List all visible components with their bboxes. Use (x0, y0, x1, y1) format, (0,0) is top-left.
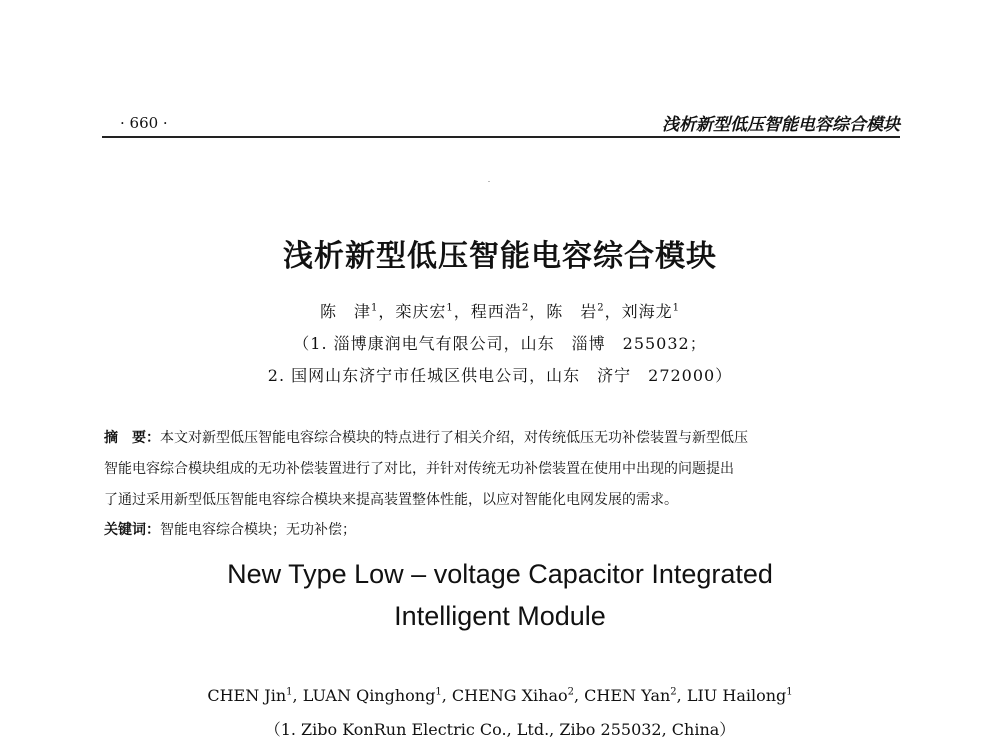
author-cn: 程西浩 (470, 302, 522, 321)
author-cn: 刘海龙 (621, 302, 673, 321)
author-affil-mark: 1 (286, 686, 293, 698)
paper-title-en-line2: Intelligent Module (394, 601, 606, 631)
author-en: LUAN Qinghong (302, 686, 436, 705)
author-affil-mark: 1 (672, 302, 680, 314)
author-affil-mark: 1 (435, 686, 442, 698)
authors-en: CHEN Jin$^1$, LUAN Qinghong$^1$, CHENG Xihao$^2$, CHEN Yan$^2$, LIU Hailong$^1$ (207, 686, 793, 705)
paper-title-cn: 浅析新型低压智能电容综合模块 (283, 239, 717, 274)
author-en: CHEN Jin (207, 686, 287, 705)
affiliation-en: （1. Zibo KonRun Electric Co., Ltd., Zibo 255032, China） (264, 720, 736, 739)
author-affil-mark: 2 (670, 686, 677, 698)
keywords-label: 关键词： (104, 522, 160, 538)
author-affil-mark: 1 (371, 302, 379, 314)
scan-speck (488, 181, 490, 182)
abstract-text: 本文对新型低压智能电容综合模块的特点进行了相关介绍，对传统低压无功补偿装置与新型低压 (160, 430, 748, 446)
author-affil-mark: 1 (786, 686, 793, 698)
page-number: · 660 · (120, 114, 168, 132)
running-head (102, 110, 900, 136)
abstract-line: 智能电容综合模块组成的无功补偿装置进行了对比，并针对传统无功补偿装置在使用中出现的问题提出 (104, 461, 734, 477)
header-rule (102, 136, 900, 138)
author-affil-mark: 2 (597, 302, 605, 314)
running-title: 浅析新型低压智能电容综合模块 (662, 115, 900, 135)
abstract-label: 摘 要： (104, 430, 160, 446)
authors-cn: 陈 津$^1$，栾庆宏$^1$，程西浩$^2$，陈 岩$^2$，刘海龙$^1$ (319, 302, 680, 321)
author-affil-mark: 2 (567, 686, 574, 698)
keywords-text: 智能电容综合模块；无功补偿； (160, 522, 356, 538)
abstract (104, 423, 902, 516)
affiliation-cn-line2: 2. 国网山东济宁市任城区供电公司，山东 济宁 272000） (267, 366, 733, 385)
author-cn: 陈 津 (319, 302, 371, 321)
keywords (104, 519, 356, 539)
author-cn: 栾庆宏 (395, 302, 447, 321)
abstract-line (104, 423, 902, 454)
author-en: CHEN Yan (584, 686, 671, 705)
abstract-line: 了通过采用新型低压智能电容综合模块来提高装置整体性能，以应对智能化电网发展的需求。 (104, 492, 678, 508)
affiliation-cn-line1: （1. 淄博康润电气有限公司，山东 淄博 255032； (293, 334, 707, 353)
paper-title-en-line1: New Type Low – voltage Capacitor Integrated (227, 559, 773, 589)
author-affil-mark: 1 (446, 302, 454, 314)
author-cn: 陈 岩 (546, 302, 598, 321)
author-en: CHENG Xihao (451, 686, 568, 705)
author-affil-mark: 2 (521, 302, 530, 314)
author-en: LIU Hailong (686, 686, 787, 705)
